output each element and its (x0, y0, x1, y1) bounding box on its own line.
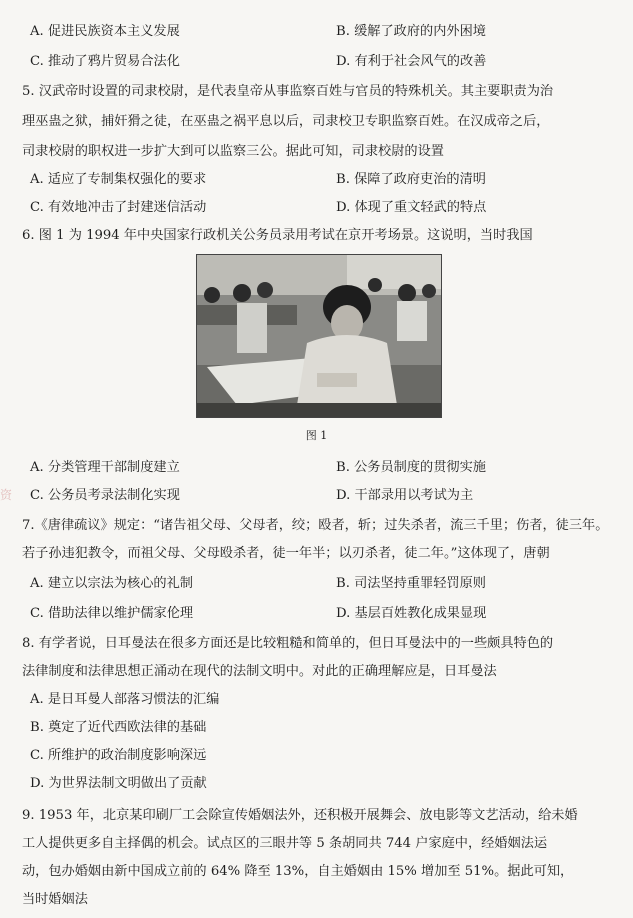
q7-option-b: B. 司法坚持重罪轻罚原则 (336, 576, 486, 591)
watermark-stamp: 资 (0, 488, 13, 502)
q8-stem-line-2: 法律制度和法律思想正涌动在现代的法制文明中。对此的正确理解应是，日耳曼法 (22, 664, 497, 679)
q7-option-d: D. 基层百姓教化成果显现 (336, 606, 487, 621)
q6-stem: 6. 图 1 为 1994 年中央国家行政机关公务员录用考试在京开考场景。这说明，当时我国 (22, 228, 533, 243)
q8-option-d: D. 为世界法制文明做出了贡献 (30, 776, 207, 791)
q7-stem-line-1: 7.《唐律疏议》规定：“诸告祖父母、父母者，绞；殴者，斩；过失杀者，流三千里；伤者，徒三年。 (22, 518, 609, 533)
q9-stem-line-1: 9. 1953 年，北京某印刷厂工会除宣传婚姻法外，还积极开展舞会、放电影等文艺活动，给未婚 (22, 808, 578, 823)
q7-stem-line-2: 若子孙违犯教令，而祖父母、父母殴杀者，徒一年半；以刃杀者，徒二年。”这体现了，唐朝 (22, 546, 550, 561)
q6-option-c: C. 公务员考录法制化实现 (30, 488, 180, 503)
q8-option-a: A. 是日耳曼人部落习惯法的汇编 (30, 692, 220, 707)
q6-option-d: D. 干部录用以考试为主 (336, 488, 474, 503)
q7-option-c: C. 借助法律以维护儒家伦理 (30, 606, 194, 621)
q4-option-a: A. 促进民族资本主义发展 (30, 24, 180, 39)
q5-option-b: B. 保障了政府吏治的清明 (336, 172, 486, 187)
q9-stem-line-4: 当时婚姻法 (22, 892, 88, 907)
q5-stem-line-1: 5. 汉武帝时设置的司隶校尉，是代表皇帝从事监察百姓与官员的特殊机关。其主要职责为治 (22, 84, 554, 99)
q4-option-b: B. 缓解了政府的内外困境 (336, 24, 486, 39)
q9-stem-line-2: 工人提供更多自主择偶的机会。试点区的三眼井等 5 条胡同共 744 户家庭中，经婚姻法运 (22, 836, 548, 851)
q6-option-a: A. 分类管理干部制度建立 (30, 460, 180, 475)
q5-stem-line-2: 理巫蛊之狱，捕奸猾之徒，在巫蛊之祸平息以后，司隶校卫专职监察百姓。在汉成帝之后， (22, 114, 550, 129)
q9-stem-line-3: 动，包办婚姻由新中国成立前的 64% 降至 13%，自主婚姻由 15% 增加至 51%。据此可知， (22, 864, 574, 879)
figure-caption: 图 1 (305, 429, 328, 442)
q5-option-d: D. 体现了重文轻武的特点 (336, 200, 487, 215)
exam-photo (196, 254, 442, 418)
q5-option-a: A. 适应了专制集权强化的要求 (30, 172, 207, 187)
q5-option-c: C. 有效地冲击了封建迷信活动 (30, 200, 207, 215)
q7-option-a: A. 建立以宗法为核心的礼制 (30, 576, 193, 591)
q4-option-c: C. 推动了鸦片贸易合法化 (30, 54, 180, 69)
q8-option-c: C. 所维护的政治制度影响深远 (30, 748, 207, 763)
exam-scene-illustration (197, 255, 441, 417)
q5-stem-line-3: 司隶校尉的职权进一步扩大到可以监察三公。据此可知，司隶校尉的设置 (22, 144, 444, 159)
q8-stem-line-1: 8. 有学者说，日耳曼法在很多方面还是比较粗糙和简单的，但日耳曼法中的一些颇具特色的 (22, 636, 554, 651)
q8-option-b: B. 奠定了近代西欧法律的基础 (30, 720, 207, 735)
q4-option-d: D. 有利于社会风气的改善 (336, 54, 487, 69)
q6-option-b: B. 公务员制度的贯彻实施 (336, 460, 486, 475)
